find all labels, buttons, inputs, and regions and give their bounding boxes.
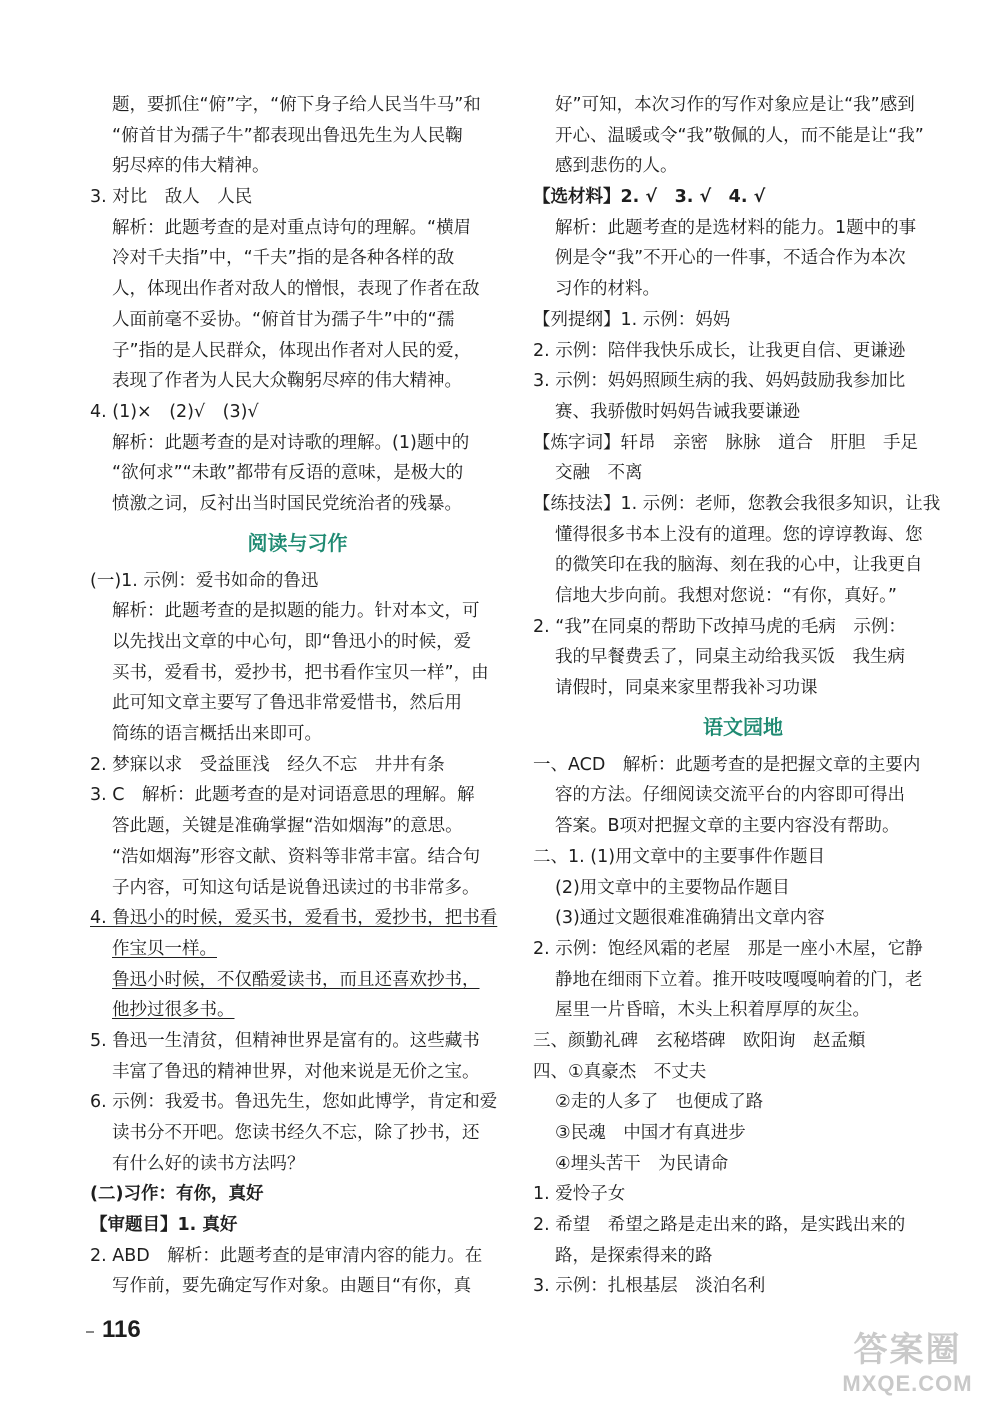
section-title-reading: 阅读与习作 bbox=[247, 530, 348, 555]
watermark-title: 答案圈 bbox=[853, 1331, 962, 1369]
text-line: 请假时，同桌来家里帮我补习功课 bbox=[555, 678, 818, 699]
text-line: 躬尽瘁的伟大精神。 bbox=[112, 156, 270, 177]
text-line: 答此题，关键是准确掌握“浩如烟海”的意思。 bbox=[112, 816, 463, 837]
text-line: 以先找出文章的中心句，即“鲁迅小的时候，爱 bbox=[112, 632, 472, 652]
text-line: 他抄过很多书。 bbox=[112, 1000, 235, 1021]
text-line: 信地大步向前。我想对您说：“有你，真好。” bbox=[555, 586, 897, 606]
answer-item: 4. 鲁迅小的时候，爱买书，爱看书，爱抄书，把书看 bbox=[90, 908, 498, 929]
answer-item: 2. 希望 希望之路是走出来的路，是实践出来的 bbox=[533, 1215, 906, 1236]
text-line: 路，是探索得来的路 bbox=[555, 1245, 713, 1266]
answer-item: 1. 爱怜子女 bbox=[533, 1184, 626, 1205]
answer-item: 4. (1)× (2)√ (3)√ bbox=[90, 401, 259, 422]
text-line: 懂得很多书本上没有的道理。您的谆谆教诲、您 bbox=[555, 524, 923, 545]
text-line: 此可知文章主要写了鲁迅非常爱惜书，然后用 bbox=[112, 693, 462, 714]
text-line: 简练的语言概括出来即可。 bbox=[112, 724, 322, 745]
text-line: 鲁迅小时候，不仅酷爱读书，而且还喜欢抄书， bbox=[112, 969, 480, 990]
answer-item: 2. 示例：饱经风霜的老屋 那是一座小木屋，它静 bbox=[533, 938, 923, 959]
text-line: 习作的材料。 bbox=[555, 279, 660, 300]
text-line: “欲何求”“未敢”都带有反语的意味，是极大的 bbox=[112, 463, 464, 484]
analysis-text: 解析：此题考查的是对诗歌的理解。(1)题中的 bbox=[112, 432, 470, 453]
text-line: 读书分不开吧。您读书经久不忘，除了抄书，还 bbox=[112, 1123, 480, 1143]
text-line: 答案。B项对把握文章的主要内容没有帮助。 bbox=[555, 816, 900, 837]
analysis-text: 解析：此题考查的是选材料的能力。1题中的事 bbox=[555, 217, 917, 238]
answer-item: 3. 示例：扎根基层 淡泊名利 bbox=[533, 1276, 766, 1297]
text-line: ③民魂 中国才有真进步 bbox=[555, 1123, 746, 1143]
left-column bbox=[90, 90, 505, 1302]
text-line: 写作前，要先确定写作对象。由题目“有你，真 bbox=[112, 1276, 472, 1297]
text-line: 的微笑印在我的脑海、刻在我的心中，让我更自 bbox=[555, 555, 923, 576]
bracket-heading: 【练技法】1. 示例：老师，您教会我很多知识，让我 bbox=[533, 493, 941, 514]
text-line: 冷对千夫指”中，“千夫”指的是各种各样的敌 bbox=[112, 248, 455, 269]
text-line: (2)用文章中的主要物品作题目 bbox=[555, 877, 790, 898]
section-title-chinese-garden: 语文园地 bbox=[703, 714, 783, 739]
bracket-heading: 【炼字词】轩昂 亲密 脉脉 道合 肝胆 手足 bbox=[533, 432, 918, 453]
answer-item: 2. ABD 解析：此题考查的是审清内容的能力。在 bbox=[90, 1245, 483, 1266]
answer-item: 3. 对比 敌人 人民 bbox=[90, 187, 253, 208]
right-column bbox=[533, 90, 953, 1302]
answer-item: 6. 示例：我爱书。鲁迅先生，您如此博学，肯定和爱 bbox=[90, 1092, 498, 1113]
answer-item: 5. 鲁迅一生清贫，但精神世界是富有的。这些藏书 bbox=[90, 1030, 480, 1051]
answer-item: 3. C 解析：此题考查的是对词语意思的理解。解 bbox=[90, 785, 475, 806]
text-line: 表现了作者为人民大众鞠躬尽瘁的伟大精神。 bbox=[112, 371, 462, 392]
text-line: ④埋头苦干 为民请命 bbox=[555, 1153, 729, 1174]
text-line: “浩如烟海”形容文献、资料等非常丰富。结合句 bbox=[112, 846, 481, 867]
bracket-heading: 【列提纲】1. 示例：妈妈 bbox=[533, 309, 731, 330]
text-line: 开心、温暖或令“我”敬佩的人，而不能是让“我” bbox=[555, 125, 924, 146]
text-line: 人面前毫不妥协。“俯首甘为孺子牛”中的“孺 bbox=[112, 309, 455, 330]
answer-item: 二、1. (1)用文章中的主要事件作题目 bbox=[533, 846, 826, 867]
text-line: 子”指的是人民群众，体现出作者对人民的爱， bbox=[112, 340, 472, 361]
analysis-text: 解析：此题考查的是拟题的能力。针对本文，可 bbox=[112, 601, 480, 622]
watermark-logo bbox=[820, 1330, 995, 1405]
analysis-text: 解析：此题考查的是对重点诗句的理解。“横眉 bbox=[112, 217, 472, 238]
text-line: 例是令“我”不开心的一件事，不适合作为本次 bbox=[555, 248, 906, 269]
text-line: 子内容，可知这句话是说鲁迅读过的书非常多。 bbox=[112, 877, 480, 898]
text-line: “俯首甘为孺子牛”都表现出鲁迅先生为人民鞠 bbox=[112, 125, 463, 146]
answer-item: 2. 梦寐以求 受益匪浅 经久不忘 井井有条 bbox=[90, 754, 445, 775]
answer-item: 3. 示例：妈妈照顾生病的我、妈妈鼓励我参加比 bbox=[533, 371, 906, 392]
text-line: 好”可知，本次习作的写作对象应是让“我”感到 bbox=[555, 95, 915, 115]
text-line: 有什么好的读书方法吗？ bbox=[112, 1153, 305, 1174]
answer-item: 2. “我”在同桌的帮助下改掉马虎的毛病 示例： bbox=[533, 616, 906, 637]
answer-item: 三、颜勤礼碑 玄秘塔碑 欧阳询 赵孟頫 bbox=[533, 1030, 866, 1051]
answer-item: 一、ACD 解析：此题考查的是把握文章的主要内 bbox=[533, 754, 921, 775]
text-line: (3)通过文题很难准确猜出文章内容 bbox=[555, 908, 825, 929]
watermark-url: MXQE.COM bbox=[842, 1371, 973, 1396]
text-line: 题，要抓住“俯”字，“俯下身子给人民当牛马”和 bbox=[112, 95, 481, 115]
bracket-heading: 【选材料】2. √ 3. √ 4. √ bbox=[533, 187, 766, 208]
text-line: 交融 不离 bbox=[555, 463, 643, 484]
answer-item: 2. 示例：陪伴我快乐成长，让我更自信、更谦逊 bbox=[533, 340, 906, 361]
text-line: 屋里一片昏暗，木头上积着厚厚的灰尘。 bbox=[555, 1000, 870, 1021]
page-number-tick bbox=[86, 1331, 94, 1333]
answer-item: 四、①真豪杰 不丈夫 bbox=[533, 1061, 707, 1082]
text-line: 容的方法。仔细阅读交流平台的内容即可得出 bbox=[555, 785, 905, 806]
text-line: 感到悲伤的人。 bbox=[555, 156, 678, 177]
text-line: 静地在细雨下立着。推开吱吱嘎嘎响着的门，老 bbox=[555, 969, 923, 990]
text-line: 丰富了鲁迅的精神世界，对他来说是无价之宝。 bbox=[112, 1061, 480, 1082]
subsection-heading: (二)习作：有你，真好 bbox=[90, 1184, 264, 1205]
text-line: 愤激之词，反衬出当时国民党统治者的残暴。 bbox=[112, 493, 462, 514]
text-line: 作宝贝一样。 bbox=[112, 938, 217, 959]
text-line: 买书，爱看书，爱抄书，把书看作宝贝一样”，由 bbox=[112, 662, 489, 683]
text-line: 我的早餐费丢了，同桌主动给我买饭 我生病 bbox=[555, 647, 905, 668]
text-line: 人，体现出作者对敌人的憎恨，表现了作者在敌 bbox=[112, 279, 480, 300]
text-line: ②走的人多了 也便成了路 bbox=[555, 1092, 764, 1113]
page-number: 116 bbox=[102, 1316, 141, 1343]
text-line: 赛、我骄傲时妈妈告诫我要谦逊 bbox=[555, 401, 800, 422]
answer-item: (一)1. 示例：爱书如命的鲁迅 bbox=[90, 570, 319, 591]
bracket-heading: 【审题目】1. 真好 bbox=[90, 1215, 238, 1236]
